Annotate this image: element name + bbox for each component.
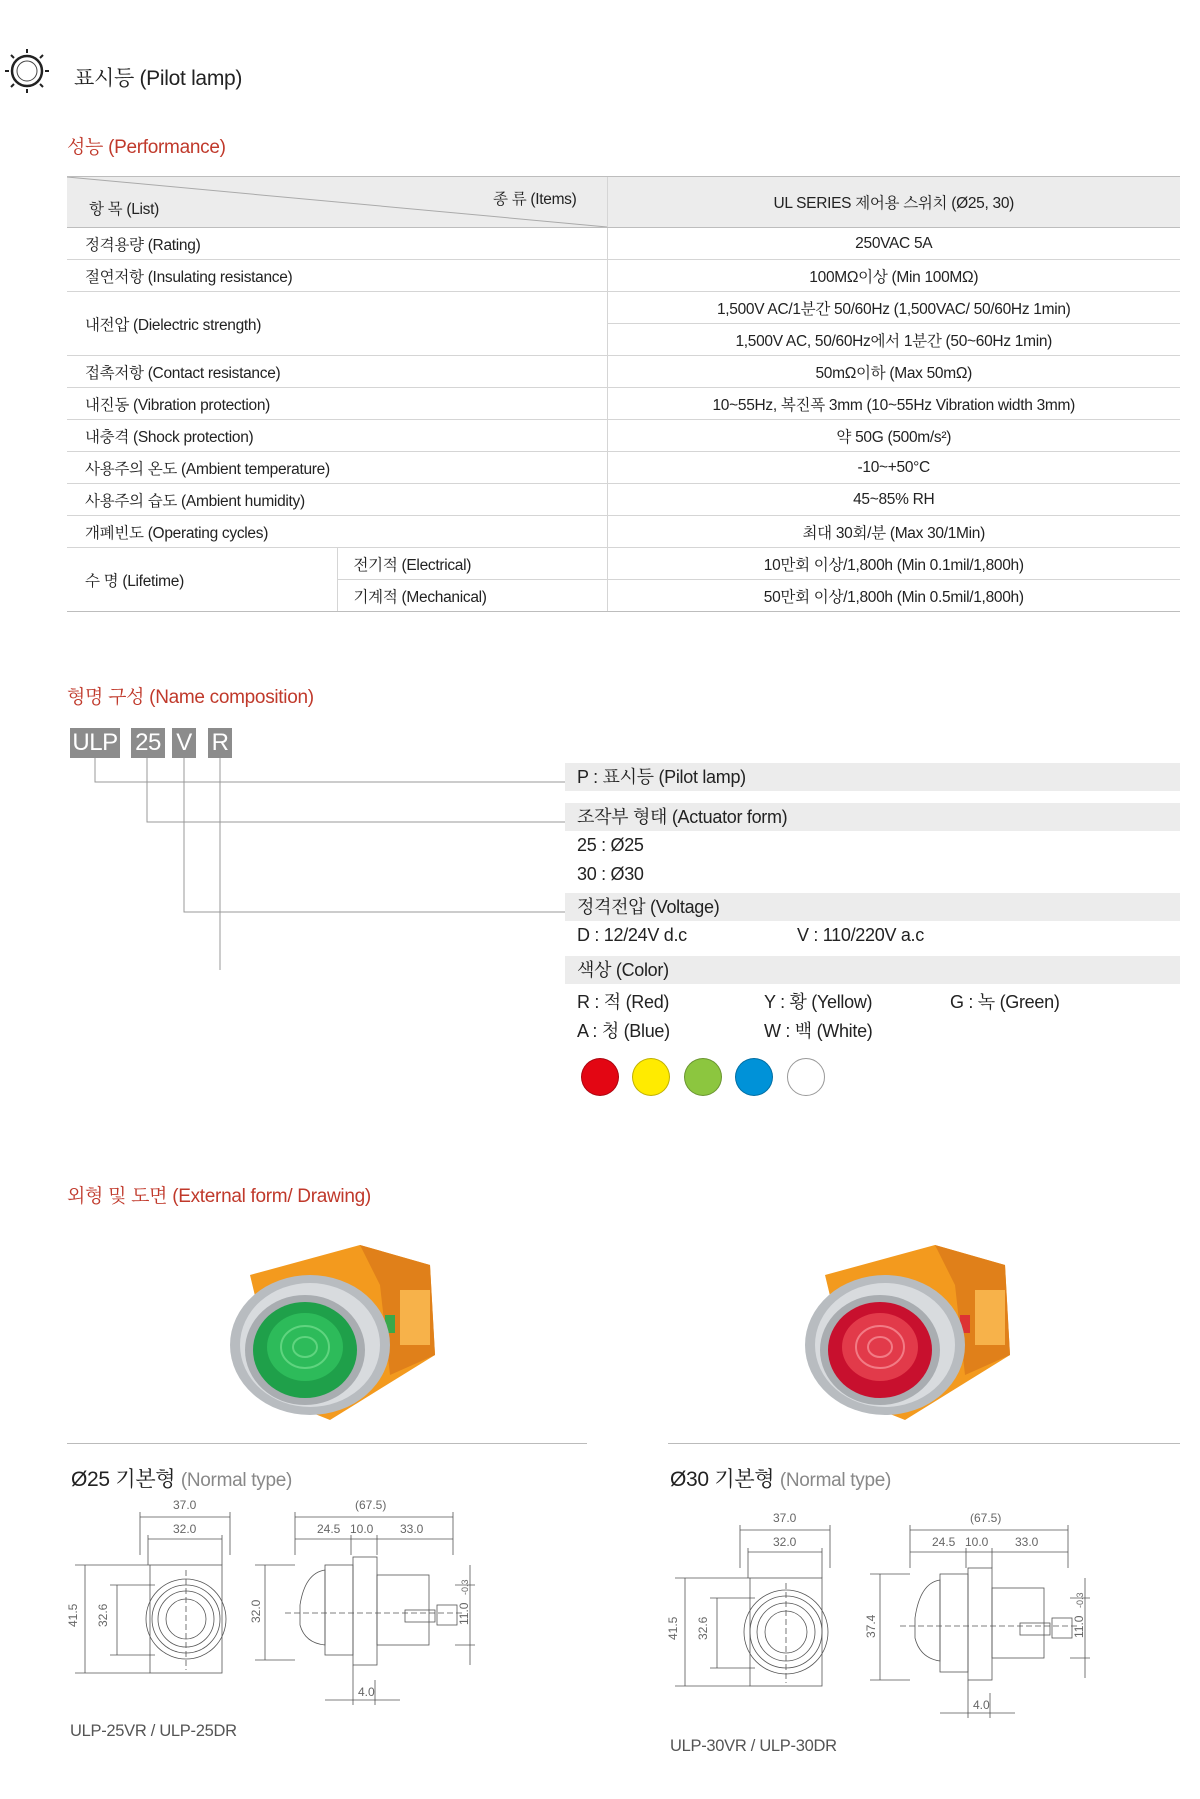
table-row: [67, 228, 1180, 260]
row-sublabel: 기계적 (Mechanical): [337, 580, 607, 612]
dim-33: 33.0: [1015, 1535, 1039, 1549]
color-swatch-blue: [735, 1058, 773, 1096]
right-type-subtitle: (Normal type): [779, 1470, 892, 1491]
performance-table: [67, 176, 1180, 612]
green-pilot-lamp-image: [210, 1235, 460, 1425]
actuator-option: 30 : Ø30: [577, 864, 644, 884]
dim-10: 10.0: [350, 1522, 374, 1536]
dim-32: 32.0: [173, 1522, 197, 1536]
right-model-number: ULP-30VR / ULP-30DR: [670, 1737, 837, 1755]
dim-33: 33.0: [400, 1522, 424, 1536]
table-row: [67, 452, 1180, 484]
drawing-section-title: 외형 및 도면 (External form/ Drawing): [67, 1186, 371, 1207]
row-value: -10~+50°C: [607, 452, 1180, 484]
color-option: A : 청 (Blue): [577, 1021, 670, 1041]
dim-41-5: 41.5: [66, 1603, 80, 1627]
color-swatch-yellow: [632, 1058, 670, 1096]
code-box-voltage: V: [172, 728, 196, 758]
dim-11: 11.0: [1072, 1615, 1086, 1638]
dim-37-4: 37.4: [864, 1614, 878, 1638]
row-value: 최대 30회/분 (Max 30/1Min): [607, 516, 1180, 548]
header-list-label: 항 목 (List): [89, 201, 160, 218]
row-label: 내충격 (Shock protection): [67, 420, 607, 452]
row-value: 1,500V AC, 50/60Hz에서 1분간 (50~60Hz 1min): [607, 324, 1180, 356]
row-label: 접촉저항 (Contact resistance): [67, 356, 607, 388]
performance-section-title: 성능 (Performance): [67, 137, 226, 158]
row-value: 45~85% RH: [607, 484, 1180, 516]
name-composition-section-title: 형명 구성 (Name composition): [67, 687, 314, 708]
right-technical-drawing: [655, 1508, 1175, 1728]
right-type-title: [670, 1463, 891, 1493]
table-row: [67, 292, 1180, 324]
table-row: [67, 548, 1180, 580]
row-label: 내진동 (Vibration protection): [67, 388, 607, 420]
table-row: [67, 516, 1180, 548]
row-sublabel: 전기적 (Electrical): [337, 548, 607, 580]
row-label: 사용주의 습도 (Ambient humidity): [67, 484, 607, 516]
table-row: [67, 484, 1180, 516]
color-option: W : 백 (White): [764, 1021, 873, 1041]
row-label: 개폐빈도 (Operating cycles): [67, 516, 607, 548]
left-divider: [67, 1443, 587, 1444]
page-title: 표시등 (Pilot lamp): [74, 67, 243, 90]
option-head-actuator: 조작부 형태 (Actuator form): [565, 803, 1180, 831]
dim-24-5: 24.5: [317, 1522, 341, 1536]
code-box-size: 25: [131, 728, 165, 758]
color-swatch-red: [581, 1058, 619, 1096]
row-value: 10만회 이상/1,800h (Min 0.1mil/1,800h): [607, 548, 1180, 580]
dim-4: 4.0: [358, 1685, 375, 1699]
connector-lines: [0, 755, 570, 970]
table-row: [67, 260, 1180, 292]
color-option: Y : 황 (Yellow): [764, 992, 873, 1012]
dim-4: 4.0: [973, 1698, 990, 1712]
voltage-option: V : 110/220V a.c: [797, 925, 924, 945]
header-value-label: UL SERIES 제어용 스위치 (Ø25, 30): [607, 177, 1180, 228]
row-label: 내전압 (Dielectric strength): [67, 292, 607, 356]
left-model-number: ULP-25VR / ULP-25DR: [70, 1722, 237, 1740]
red-pilot-lamp-image: [785, 1235, 1035, 1425]
row-label: 수 명 (Lifetime): [67, 548, 337, 612]
code-box-series: ULP: [70, 728, 120, 758]
code-box-color: R: [208, 728, 232, 758]
pilot-lamp-icon: [4, 48, 50, 94]
table-row: [67, 388, 1180, 420]
row-value: 50mΩ이하 (Max 50mΩ): [607, 356, 1180, 388]
table-row: [67, 420, 1180, 452]
table-row: [67, 356, 1180, 388]
dim-11-tolerance: -0.3: [460, 1579, 470, 1595]
color-option: G : 녹 (Green): [950, 992, 1060, 1012]
left-type-name: Ø25 기본형: [71, 1468, 176, 1491]
dim-11-tolerance: -0.3: [1075, 1592, 1085, 1608]
row-value: 약 50G (500m/s²): [607, 420, 1180, 452]
row-label: 절연저항 (Insulating resistance): [67, 260, 607, 292]
dim-37: 37.0: [173, 1498, 197, 1512]
row-value: 1,500V AC/1분간 50/60Hz (1,500VAC/ 50/60Hz 1min): [607, 292, 1180, 324]
row-value: 100MΩ이상 (Min 100MΩ): [607, 260, 1180, 292]
row-value: 10~55Hz, 복진폭 3mm (10~55Hz Vibration width 3mm): [607, 388, 1180, 420]
left-type-subtitle: (Normal type): [180, 1470, 293, 1491]
color-swatch-white: [787, 1058, 825, 1096]
row-value: 250VAC 5A: [607, 228, 1180, 260]
dim-67-5: (67.5): [355, 1498, 387, 1512]
dim-11: 11.0: [457, 1602, 471, 1625]
dim-67-5: (67.5): [970, 1511, 1002, 1525]
actuator-option: 25 : Ø25: [577, 835, 644, 855]
row-label: 사용주의 온도 (Ambient temperature): [67, 452, 607, 484]
left-type-title: [71, 1463, 292, 1493]
dim-24-5: 24.5: [932, 1535, 956, 1549]
right-divider: [668, 1443, 1180, 1444]
option-head-color: 색상 (Color): [565, 956, 1180, 984]
table-header-row: [67, 177, 1180, 228]
header-items-label: 종 류 (Items): [493, 191, 577, 208]
dim-32-6: 32.6: [96, 1603, 110, 1627]
dim-side-32: 32.0: [249, 1599, 263, 1623]
color-swatch-green: [684, 1058, 722, 1096]
row-value: 50만회 이상/1,800h (Min 0.5mil/1,800h): [607, 580, 1180, 612]
dim-32-6: 32.6: [696, 1616, 710, 1640]
dim-10: 10.0: [965, 1535, 989, 1549]
right-type-name: Ø30 기본형: [670, 1468, 775, 1491]
option-head-pilot-lamp: P : 표시등 (Pilot lamp): [565, 763, 1180, 791]
row-label: 정격용량 (Rating): [67, 228, 607, 260]
dim-41-5: 41.5: [666, 1616, 680, 1640]
dim-37: 37.0: [773, 1511, 797, 1525]
voltage-option: D : 12/24V d.c: [577, 925, 687, 945]
dim-32: 32.0: [773, 1535, 797, 1549]
color-option: R : 적 (Red): [577, 992, 670, 1012]
left-technical-drawing: [55, 1495, 555, 1715]
option-head-voltage: 정격전압 (Voltage): [565, 893, 1180, 921]
